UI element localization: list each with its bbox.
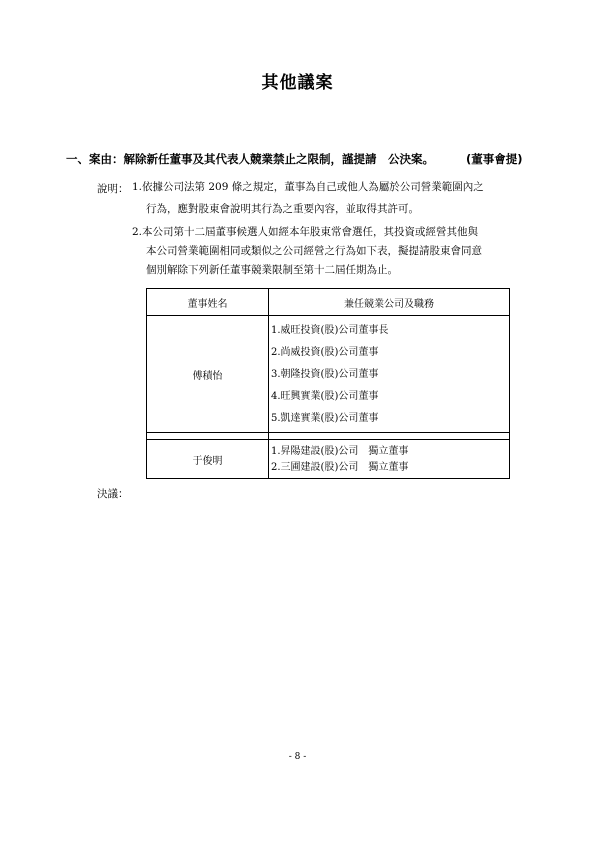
director-positions	[269, 316, 510, 433]
case-proposer: (董事會提)	[466, 152, 523, 166]
case-heading	[66, 151, 536, 167]
position-item: 2.尚威投資(股)公司董事	[271, 347, 379, 358]
position-item: 1.昇陽建設(股)公司 獨立董事	[271, 446, 409, 457]
explanation-label: 說明：	[97, 183, 129, 195]
case-subject: 一、案由：解除新任董事及其代表人競業禁止之限制，謹提請 公決案。	[66, 152, 434, 166]
explanation-line: 2.本公司第十二屆董事候選人如經本年股東常會選任，其投資或經營其他與	[132, 226, 479, 238]
header-positions: 兼任競業公司及職務	[269, 289, 510, 316]
page-number: - 8 -	[288, 752, 307, 762]
explanation-line: 個別解除下列新任董事競業限制至第十二屆任期為止。	[146, 264, 398, 276]
position-item: 3.朝隆投資(股)公司董事	[271, 369, 379, 380]
table-row	[147, 316, 510, 433]
header-director-name: 董事姓名	[147, 289, 269, 316]
position-item: 1.威旺投資(股)公司董事長	[271, 325, 389, 336]
explanation-line: 1.依據公司法第 209 條之規定，董事為自己或他人為屬於公司營業範圍內之	[132, 181, 484, 193]
position-item: 4.旺興實業(股)公司董事	[271, 391, 379, 402]
table-row	[147, 440, 510, 479]
table-separator-row	[147, 433, 510, 440]
directors-table	[146, 288, 510, 479]
separator-cell	[147, 433, 269, 440]
director-positions	[269, 440, 510, 479]
page-title: 其他議案	[261, 73, 334, 93]
explanation-item-2	[132, 223, 532, 280]
position-item: 2.三圃建設(股)公司 獨立董事	[271, 462, 409, 473]
explanation-line: 本公司營業範圍相同或類似之公司經營之行為如下表，擬提請股東會同意	[146, 245, 482, 257]
position-item: 5.凱達實業(股)公司董事	[271, 413, 379, 424]
explanation-line: 行為，應對股東會說明其行為之重要內容，並取得其許可。	[146, 203, 419, 215]
director-name: 于俊明	[147, 440, 269, 479]
resolution-label: 決議：	[97, 488, 129, 500]
explanation-item-1	[132, 176, 532, 220]
table-header-row	[147, 289, 510, 316]
director-name: 傅積怡	[147, 316, 269, 433]
separator-cell	[269, 433, 510, 440]
